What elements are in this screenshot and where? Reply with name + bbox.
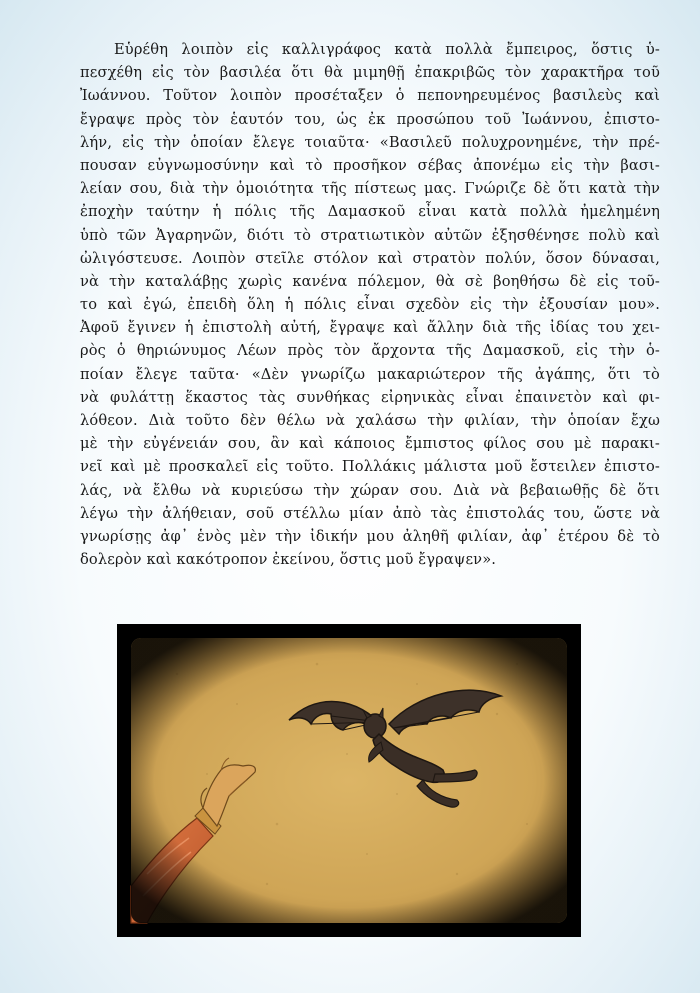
- text-line: γνωρίσῃς ἀφ᾿ ἑνὸς μὲν τὴν ἰδικήν μου ἀληθῆ φιλίαν, ἀφ᾿ ἑτέρου δὲ τὸ: [80, 527, 660, 545]
- text-line: μὲ τὴν εὐγένειάν σου, ἂν καὶ κάποιος ἔμπιστος φίλος σου μὲ παρακι-: [80, 435, 660, 453]
- text-line: λάς, νὰ ἔλθω νὰ κυριεύσω τὴν χώραν σου. Διὰ νὰ βεβαιωθῇς δὲ ὅτι: [80, 481, 660, 499]
- text-line: ρὸς ὁ θηριώνυμος Λέων πρὸς τὸν ἄρχοντα τῆς Δαμασκοῦ, εἰς τὴν ὁ-: [80, 342, 660, 360]
- text-line: Ἀφοῦ ἔγινεν ἡ ἐπιστολὴ αὐτή, ἔγραψε καὶ ἄλλην διὰ τῆς ἰδίας του χει-: [80, 319, 660, 337]
- text-line: νὰ φυλάττῃ ἕκαστος τὰς συνθήκας εἰρηνικὰς εἶναι ἐπαινετὸν καὶ φι-: [80, 388, 660, 406]
- icon-illustration: [117, 624, 581, 937]
- text-line: πουσαν εὐγνωμοσύνην καὶ τὸ προσῆκον σέβας ἀπονέμω εἰς τὴν βασι-: [80, 156, 660, 174]
- body-text: [80, 38, 660, 571]
- text-line: πεσχέθη εἰς τὸν βασιλέα ὅτι θὰ μιμηθῇ ἐπακριβῶς τὸν χαρακτῆρα τοῦ: [80, 64, 660, 82]
- text-line: νὰ τὴν καταλάβῃς χωρὶς κανένα πόλεμον, θὰ σὲ βοηθήσω δὲ εἰς τοῦ-: [80, 272, 660, 290]
- text-line: ἔγραψε πρὸς τὸν ἑαυτόν του, ὡς ἐκ προσώπου τοῦ Ἰωάννου, ἐπιστο-: [80, 110, 660, 128]
- text-line: λέγω τὴν ἀλήθειαν, σοῦ στέλλω μίαν ἀπὸ τὰς ἐπιστολάς του, ὥστε νὰ: [80, 504, 660, 522]
- text-line: το καὶ ἐγώ, ἐπειδὴ ὅλη ἡ πόλις εἶναι σχεδὸν εἰς τὴν ἐξουσίαν μου».: [80, 296, 660, 314]
- text-line: Εὑρέθη λοιπὸν εἰς καλλιγράφος κατὰ πολλὰ ἔμπειρος, ὅστις ὑ-: [114, 41, 660, 58]
- text-line: δολερὸν καὶ κακότροπον ἐκείνου, ὅστις μοῦ ἔγραψεν».: [80, 551, 497, 569]
- text-line: Ἰωάννου. Τοῦτον λοιπὸν προσέταξεν ὁ πεπονηρευμένος βασιλεὺς καὶ: [80, 87, 660, 105]
- text-line: λήν, εἰς τὴν ὁποίαν ἔλεγε τοιαῦτα· «Βασιλεῦ πολυχρονημένε, τὴν πρέ-: [80, 133, 660, 151]
- text-line: λόθεον. Διὰ τοῦτο δὲν θέλω νὰ χαλάσω τὴν φιλίαν, τὴν ὁποίαν ἔχω: [80, 412, 660, 429]
- illustration-svg: [117, 624, 581, 937]
- text-line: ὑπὸ τῶν Ἀγαρηνῶν, διότι τὸ στρατιωτικὸν αὐτῶν ἐξησθένησε πολὺ καὶ: [80, 226, 660, 244]
- text-line: ἐποχὴν ταύτην ἡ πόλις τῆς Δαμασκοῦ εἶναι κατὰ πολλὰ ἠμελημένη: [80, 203, 660, 221]
- text-line: ποίαν ἔλεγε ταῦτα· «Δὲν γνωρίζω μακαριώτερον τῆς ἀγάπης, ὅτι τὸ: [80, 365, 660, 383]
- text-line: νεῖ καὶ μὲ προσκαλεῖ εἰς τοῦτο. Πολλάκις μάλιστα μοῦ ἔστειλεν ἐπιστο-: [80, 458, 660, 476]
- text-line: ὠλιγόστευσε. Λοιπὸν στεῖλε στόλον καὶ στρατὸν πολύν, ὅσον δύνασαι,: [80, 249, 660, 267]
- text-line: λείαν σου, διὰ τὴν ὁμοιότητα τῆς πίστεως μας. Γνώριζε δὲ ὅτι κατὰ τὴν: [80, 180, 660, 198]
- vignette: [131, 638, 567, 923]
